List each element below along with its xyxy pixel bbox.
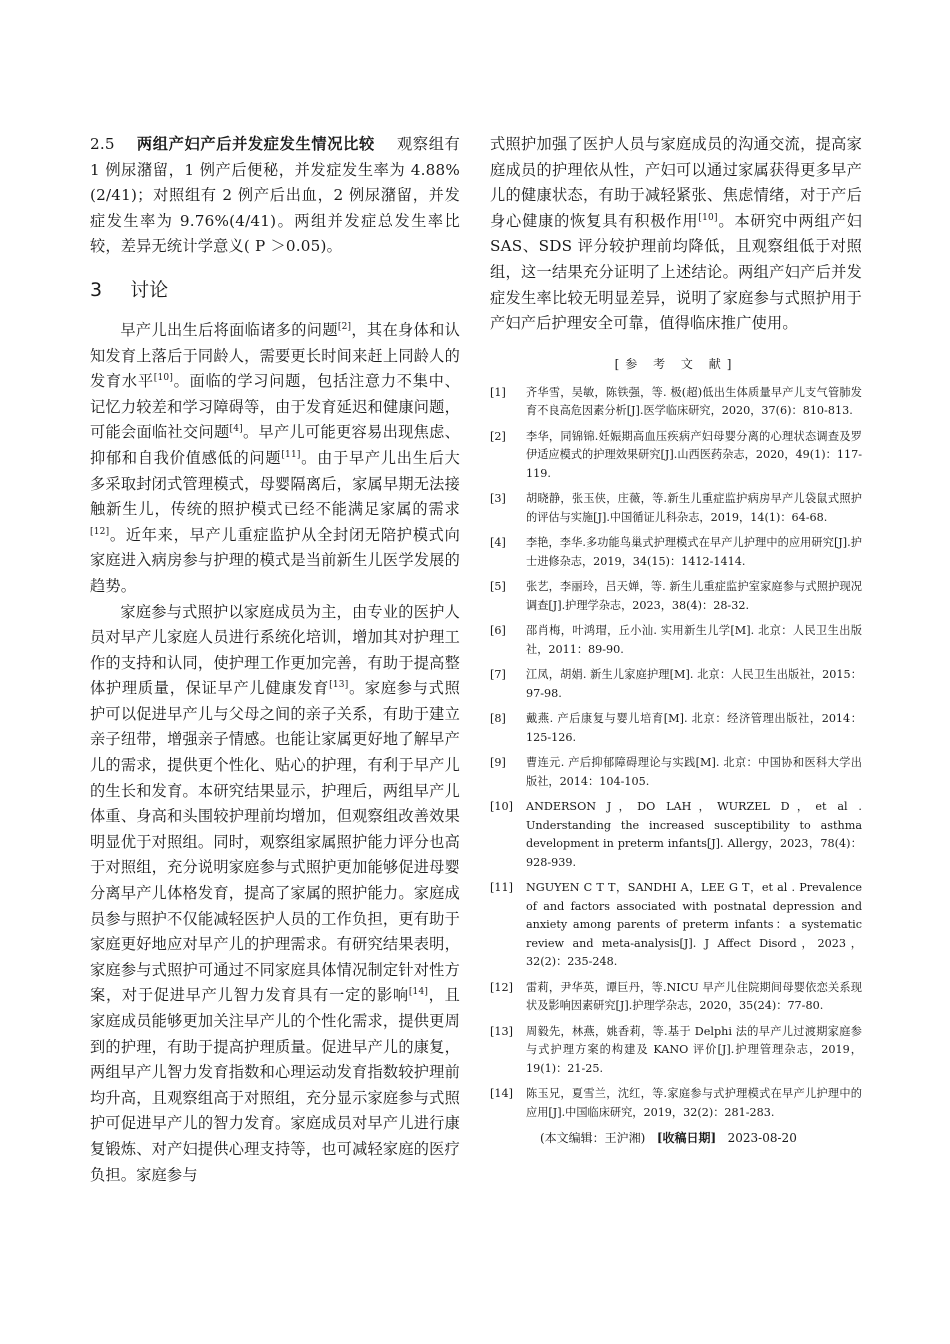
reference-item xyxy=(490,578,862,615)
citation: [10] xyxy=(698,212,718,223)
text-span: 。家庭参与式照护可以促进早产儿与父母之间的亲子关系，有助于建立亲子纽带，增强亲子情感。也能让家属更好地了解早产儿的需求，提供更个性化、贴心的护理，有利于早产儿的生长和发育。本研究结果显示，护理后，两组早产儿体重、身高和头围较护理前均增加，但观察组改善效果明显优于对照组。同时，观察组家属照护能力评分也高于对照组，充分说明家庭参与式照护更加能够促进母婴分离早产儿体格发育，提高了家属的照护能力。家庭成员参与照护不仅能减轻医护人员的工作负担，更有助于家庭更好地应对早产儿的护理需求。有研究结果表明，家庭参与式照护可通过不同家庭具体情况制定针对性方案，对于促进早产儿智力发育具有一定的影响 xyxy=(90,679,460,1005)
reference-item xyxy=(490,798,862,872)
section-body: 观察组有 1 例尿潴留，1 例产后便秘，并发症发生率为 4.88%(2/41)；对照组有 2 例产后出血，2 例尿潴留，并发症发生率为 9.76%(4/41)。两组并发症总发生率比较，差异无统计学意义( P ＞0.05)。 xyxy=(90,135,460,256)
section-number: 2.5 xyxy=(90,135,115,153)
reference-number: [6] xyxy=(490,624,506,638)
reference-number: [4] xyxy=(490,536,506,550)
citation: [13] xyxy=(329,680,349,691)
reference-number: [13] xyxy=(490,1024,513,1038)
editor-name: (本文编辑：王沪湘) xyxy=(540,1131,646,1146)
reference-text: 陈玉兄，夏雪兰，沈红，等.家庭参与式护理模式在早产儿护理中的应用[J].中国临床研究，2019，32(2)：281-283. xyxy=(526,1087,862,1119)
reference-number: [5] xyxy=(490,580,506,594)
reference-item xyxy=(490,979,862,1016)
citation: [2] xyxy=(337,321,352,332)
reference-item xyxy=(490,754,862,791)
reference-text: NGUYEN C T T，SANDHI A，LEE G T，et al . Prevalence of and factors associated with postnatal depression and anxiety among parents of preterm infants：a systematic review and meta-analysis[J]. J Affect Disord，2023，32(2)：235-248. xyxy=(526,881,862,969)
reference-number: [12] xyxy=(490,980,513,994)
citation: [10] xyxy=(153,373,174,384)
received-date-label: [收稿日期] xyxy=(656,1131,717,1146)
citation: [4] xyxy=(229,424,243,435)
text-span: 家庭参与式照护以家庭成员为主，由专业的医护人员对早产儿家庭人员进行系统化培训，增加其对护理工作的支持和认同，使护理工作更加完善，有助于提高整体护理质量，保证早产儿健康发育 xyxy=(90,602,460,698)
reference-number: [9] xyxy=(490,756,506,770)
reference-text: 胡晓静，张玉侠，庄薇，等.新生儿重症监护病房早产儿袋鼠式照护的评估与实施[J].中国循证儿科杂志，2019，14(1)：64-68. xyxy=(526,492,862,524)
reference-number: [7] xyxy=(490,668,506,682)
reference-text: 齐华雪，吴敏，陈铁强，等. 极(超)低出生体质量早产儿支气管肺发育不良高危因素分析[J].医学临床研究，2020，37(6)：810-813. xyxy=(526,385,862,418)
reference-list xyxy=(490,384,862,1123)
reference-item xyxy=(490,710,862,747)
citation: [14] xyxy=(408,987,429,998)
reference-text: 戴燕. 产后康复与婴儿培育[M]. 北京：经济管理出版社，2014：125-126. xyxy=(526,712,862,744)
text-span: 。由于早产儿出生后大多采取封闭式管理模式，母婴隔离后，家属早期无法接触新生儿，传统的照护模式已经不能满足家属的需求 xyxy=(90,448,461,519)
reference-item xyxy=(490,534,862,571)
reference-number: [8] xyxy=(490,712,506,726)
text-span: 。本研究中两组产妇 SAS、SDS 评分较护理前均降低，且观察组低于对照组，这一结果充分证明了上述结论。两组产妇产后并发症发生率比较无明显差异，说明了家庭参与式照护用于产妇产后护理安全可靠，值得临床推广使用。 xyxy=(490,211,862,333)
text-span: 。早产儿可能更容易出现焦虑、抑郁和自我价值感低的问题 xyxy=(90,423,460,467)
citation: [12] xyxy=(90,526,110,537)
reference-text: 曹连元. 产后抑郁障碍理论与实践[M]. 北京：中国协和医科大学出版社，2014：104-105. xyxy=(526,756,862,788)
text-span: 早产儿出生后将面临诸多的问题 xyxy=(120,320,338,339)
reference-text: ANDERSON J，DO LAH，WURZEL D，et al . Understanding the increased susceptibility to asthma development in preterm infants[J]. Allergy，2023，78(4)：928-939. xyxy=(526,800,862,869)
heading-title: 讨论 xyxy=(130,278,169,301)
editor-line xyxy=(490,1129,862,1147)
reference-item xyxy=(490,490,862,527)
reference-text: 雷莉，尹华英，谭巨丹，等.NICU 早产儿住院期间母婴依恋关系现状及影响因素研究[J].护理学杂志，2020，35(24)：77-80. xyxy=(526,980,862,1013)
text-span: 式照护加强了医护人员与家庭成员的沟通交流，提高家庭成员的护理依从性，产妇可以通过家属获得更多早产儿的健康状态，有助于减轻紧张、焦虑情绪，对于产后身心健康的恢复具有积极作用 xyxy=(490,135,862,230)
reference-text: 李艳，李华.多功能鸟巢式护理模式在早产儿护理中的应用研究[J].护士进修杂志，2019，34(15)：1412-1414. xyxy=(526,536,862,568)
reference-text: 邵肖梅，叶鸿瑁，丘小汕. 实用新生儿学[M]. 北京：人民卫生出版社，2011：89-90. xyxy=(526,624,862,656)
discussion-paragraph-3 xyxy=(490,132,862,337)
reference-item xyxy=(490,1023,862,1079)
reference-number: [14] xyxy=(490,1087,513,1101)
right-column xyxy=(490,132,862,1147)
reference-text: 江凤，胡娟. 新生儿家庭护理[M]. 北京：人民卫生出版社，2015：97-98. xyxy=(526,668,862,700)
discussion-paragraph-1 xyxy=(90,318,460,600)
reference-item xyxy=(490,428,862,484)
references-title: [参 考 文 献] xyxy=(614,356,738,371)
reference-text: 张艺，李丽玲，吕天婵，等. 新生儿重症监护室家庭参与式照护现况调查[J].护理学杂志，2023，38(4)：28-32. xyxy=(526,580,862,612)
reference-number: [1] xyxy=(490,385,506,399)
discussion-paragraph-2 xyxy=(90,600,460,1189)
text-span: 。面临的学习问题，包括注意力不集中、记忆力较差和学习障碍等，由于发育延迟和健康问题，可能会面临社交问题 xyxy=(90,372,460,442)
reference-number: [10] xyxy=(490,800,513,814)
section-2-5 xyxy=(90,132,460,260)
text-span: ，其在身体和认知发育上落后于同龄人，需要更长时间来赶上同龄人的发育水平 xyxy=(90,320,460,391)
citation: [11] xyxy=(281,449,301,460)
reference-text: 李华，同锦锦.妊娠期高血压疾病产妇母婴分离的心理状态调查及罗伊适应模式的护理效果研究[J].山西医药杂志，2020，49(1)：117-119. xyxy=(526,429,862,480)
section-3-heading xyxy=(90,276,460,304)
received-date: 2023-08-20 xyxy=(727,1131,797,1146)
section-title: 两组产妇产后并发症发生情况比较 xyxy=(136,135,375,153)
reference-item xyxy=(490,879,862,972)
heading-number: 3 xyxy=(90,278,103,301)
reference-number: [2] xyxy=(490,429,506,443)
text-span: ，且家庭成员能够更加关注早产儿的个性化需求，提供更周到的护理，有助于提高护理质量。促进早产儿的康复，两组早产儿智力发育指数和心理运动发育指数较护理前均升高，且观察组高于对照组，充分显示家庭参与式照护可促进早产儿的智力发育。家庭成员对早产儿进行康复锻炼、对产妇提供心理支持等，也可减轻家庭的医疗负担。家庭参与 xyxy=(90,986,461,1184)
reference-number: [11] xyxy=(490,881,513,895)
left-column xyxy=(90,132,460,1188)
text-span: 。近年来，早产儿重症监护从全封闭无陪护模式向家庭进入病房参与护理的模式是当前新生儿医学发展的趋势。 xyxy=(90,525,460,595)
reference-number: [3] xyxy=(490,492,506,506)
reference-item xyxy=(490,1085,862,1122)
reference-item xyxy=(490,384,862,421)
reference-item xyxy=(490,622,862,659)
reference-text: 周毅先，林燕，姚香莉，等.基于 Delphi 法的早产儿过渡期家庭参与式护理方案的构建及 KANO 评价[J].护理管理杂志，2019，19(1)：21-25. xyxy=(526,1024,862,1075)
reference-item xyxy=(490,666,862,703)
